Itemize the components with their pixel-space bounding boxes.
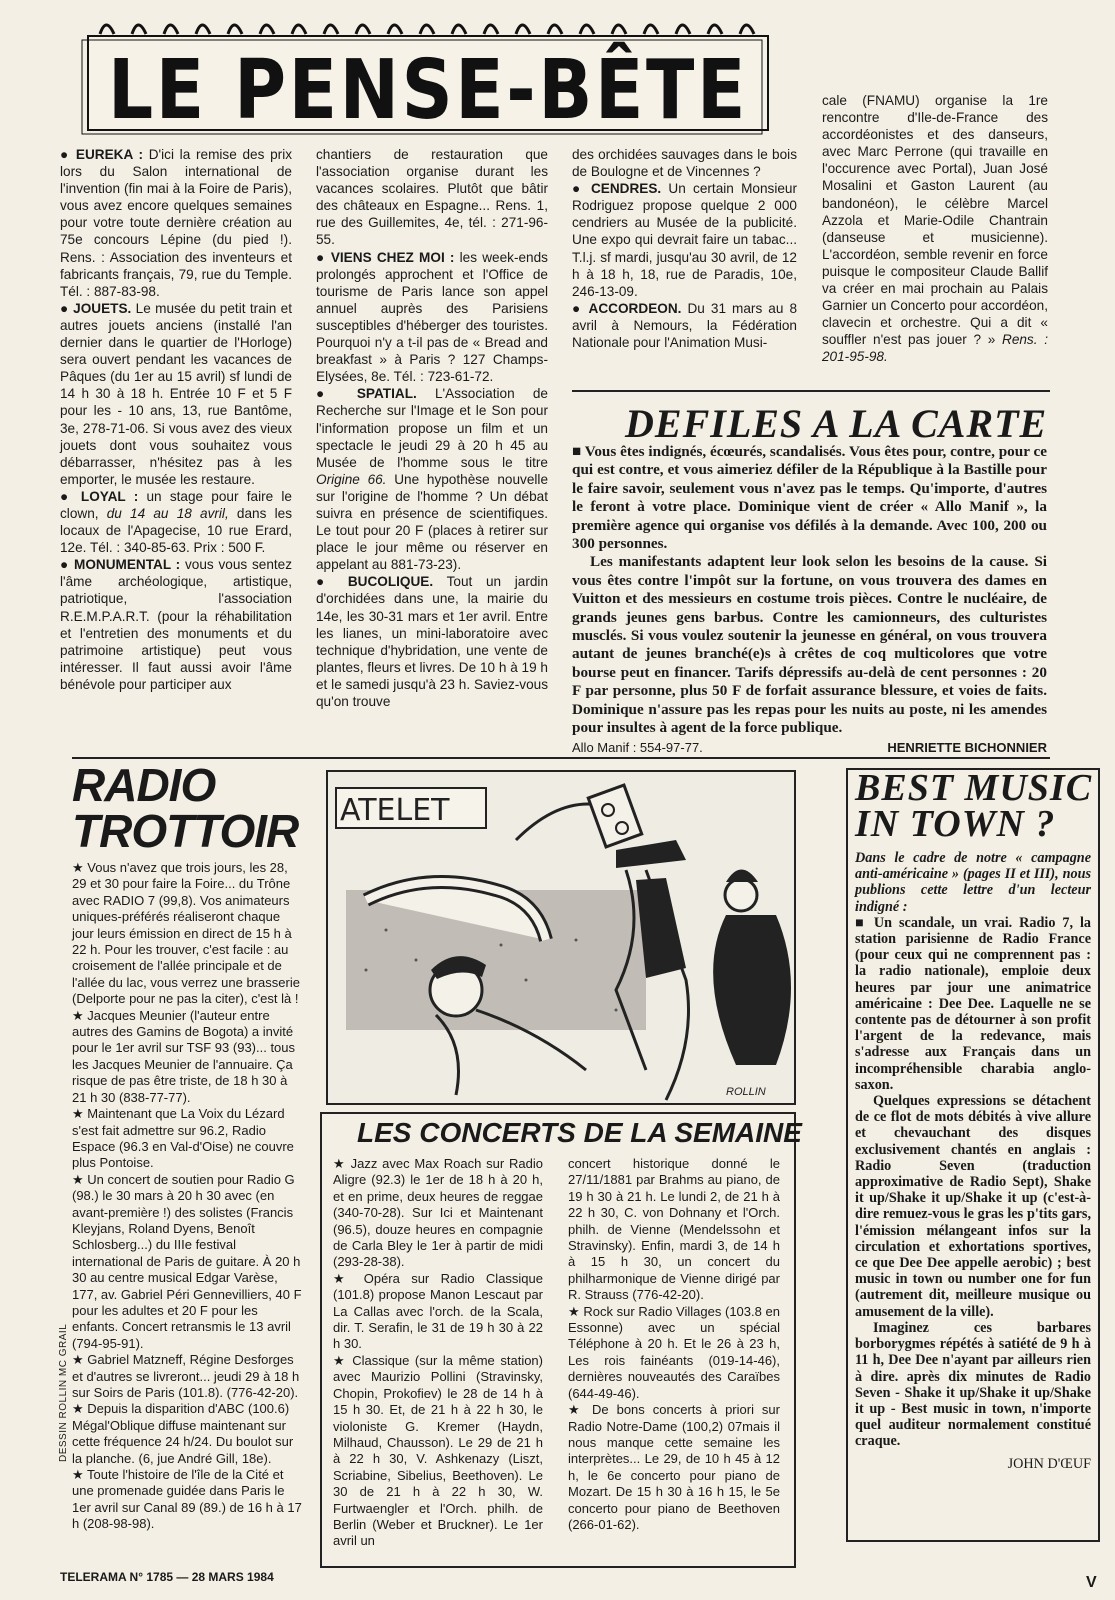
concert-item: ★ Classique (sur la même station) avec Maurizio Pollini (Stravinsky, Chopin, Prokofiev) le 28 de 14 h à 15 h 30. Et, de 21 h à 22 h 30, le violoniste G. Kremer (Haydn, Milhaud, Chausson). Le 29 de 21 h à 22 h 30, V. Ashkenazy (Liszt, Scriabine, Sibelius, Beethoven). Le 30 de 21 h à 22 h 30, W. Furtwaengler et l'Orch. philh. de Berlin (Weber et Bruckner). Le 1er avril un	[333, 1352, 543, 1549]
best-music-title	[855, 767, 1093, 845]
concerts-title: LES CONCERTS DE LA SEMAINE	[357, 1117, 802, 1148]
column-2: chantiers de restauration que l'association organise durant les vacances scolaires. Plutôt que bâtir des châteaux en Espagne... Rens. 1, rue des Guillemites, 4e, tél. : 271-96-55. ● VIENS CHEZ MOI : les week-ends prolongés approchent et l'Office de tourisme de Paris lance son appel annuel auprès des Parisiens susceptibles d'héberger des touristes. Pourquoi n'y a t-il pas de « Bread and breakfast » à Paris ? 127 Champs-Elysées, 8e. Tél. : 723-61-72. ● SPATIAL. L'Association de Recherche sur l'Image et le Son pour l'information propose un film et un spectacle le jeudi 29 à 20 h 45 au Musée de l'homme sous le titre Origine 66. Une hypothèse nouvelle sur l'origine de l'homme ? Un débat suivra en présence de scientifiques. Le tout pour 20 F (places à retirer sur place le jour même ou réserver en appelant au 881-73-23). ● BUCOLIQUE. Tout un jardin d'orchidées dans une, la mairie du 14e, les 30-31 mars et 1er avril. Entre les lianes, un mini-laboratoire avec technique d'hybridation, une vente de plantes, fleurs et livres. De 10 h à 19 h et le samedi jusqu'à 23 h. Saviez-vous qu'on trouve	[316, 147, 549, 709]
best-paragraph: Imaginez ces barbares borborygmes répétés à satiété de 9 h à 11 h, Dee Dee n'ayant par ailleurs rien à dire. après dix minutes de Radio Seven - Shake it up/Shake it up/Shake it up - Best music in town, n'importe quel auditeur normalement constitué craque.	[855, 1319, 1091, 1450]
viens-heading: VIENS CHEZ MOI :	[330, 249, 455, 265]
defiles-contact: Allo Manif : 554-97-77.	[572, 740, 703, 755]
concert-item: ★ De bons concerts à priori sur Radio Notre-Dame (100,2) 07mais il nous manque cette semaine les interprètes... Le 29, de 10 h 45 à 12 h, le 6e concerto pour piano de Mozart. De 15 h 30 à 16 h 15, le 5e concerto pour piano de Beethoven (266-01-62).	[568, 1402, 780, 1532]
bucolique-heading: BUCOLIQUE.	[347, 574, 434, 590]
concerts-column-1	[333, 1156, 543, 1550]
spatial-heading: SPATIAL.	[356, 386, 417, 402]
radio-item: ★ Depuis la disparition d'ABC (100.6) Mégal'Oblique diffuse maintenant sur cette fréquence 24 h/24. Du boulot sur la planche. (6, jue André Gill, 18e).	[72, 1401, 294, 1466]
column-1: ● EUREKA : D'ici la remise des prix lors du Salon international de l'invention (fin mai à la Foire de Paris), vous avez encore quelques semaines pour votre toute dernière création au 75e concours Lépine (du pied !). Rens. : Association des inventeurs et fabricants français, 79, rue du Temple. Tél. : 887-83-98. ● JOUETS. Le musée du petit train et autres jouets anciens (installé l'an dernier dans le quartier de l'Horloge) sera ouvert pendant les vacances de Pâques (du 1er au 15 avril) sf lundi de 14 h 30 à 18 h. Entrée 10 F et 5 F pour les - 10 ans, 13, rue Bantôme, 3e, 278-71-06. Si vous avez des vieux jouets dont vous souhaitez vous débarrasser, n'hésitez pas à les emporter, le musée les restaure. ● LOYAL : un stage pour faire le clown, du 14 au 18 avril, dans les locaux de l'Apagecise, 10 rue Erard, 12e. Tél. : 340-85-63. Prix : 500 F. ● MONUMENTAL : vous vous sentez l'âme archéologique, artistique, patriotique, l'association R.E.M.P.A.R.T. (pour la réhabilitation et l'entretien des monuments et du patrimoine artistique) peut vous intéresser. Il faut aussi avoir l'âme bénévole pour participer aux	[60, 147, 293, 692]
loyal-heading: LOYAL :	[80, 488, 139, 504]
cendres-heading: CENDRES.	[590, 181, 662, 197]
masthead	[60, 6, 795, 146]
jouets-heading: JOUETS.	[73, 300, 132, 316]
jouets-text: Le musée du petit train et autres jouets anciens (installé l'an dernier dans le quartier de l'Horloge) sera ouvert pendant les vacances de Pâques (du 1er au 15 avril) sf lundi de 14 h 30 à 18 h. Entrée 10 F et 5 F pour les - 10 ans, 13, rue Bantôme, 3e, 278-71-06. Si vous avez des vieux jouets dont vous souhaitez vous débarrasser, n'hésitez pas à les emporter, le musée les restaure.	[60, 300, 292, 487]
column-4	[822, 92, 1048, 366]
defiles-paragraph: Les manifestants adaptent leur look selon les besoins de la cause. Si vous êtes contre l'impôt sur la fortune, on vous trouvera des dames en Vuitton et des messieurs en costume trois pièces. Contre le nucléaire, de grands jeunes gens barbus. Contre les camionneurs, des culturistes musclés. Si vous voulez soutenir la jeunesse en général, on vous trouvera autant de jeunes branché(e)s à crêtes de coq multicolores que votre bourse peut en financer. Tarifs dépressifs au-delà de cent personnes : 20 F par personne, plus 50 F de forfait assurance blessure, et voies de faits. Dominique n'assure pas les repas pour les nuits au poste, ni les amendes pour insultes à agent de la force publique.	[572, 553, 1047, 737]
radio-item: ★ Un concert de soutien pour Radio G (98.) le 30 mars à 20 h 30 avec (en avant-première !) des solistes (Francis Kleyjans, Roland Dyens, Benoît Schlosberg...) du IIIe festival international de Paris de guitare. À 20 h 30 au centre musical Edgar Varèse, 177, av. Gabriel Péri Gennevilliers, 40 F pour les adultes et 20 F pour les enfants. Concert retransmis le 13 avril (794-95-91).	[72, 1171, 302, 1351]
concert-item: ★ Jazz avec Max Roach sur Radio Aligre (92.3) le 1er de 18 h à 20 h, et en prime, deux heures de reggae (340-70-28). Sur Ici et Maintenant (96.5), douze heures en compagnie de Carla Bley le 1er à partir de midi (293-28-38).	[333, 1156, 543, 1270]
accordeon-heading: ACCORDEON.	[588, 300, 682, 316]
loyal-text-end: dans les locaux de l'Apagecise, 10 rue Erard, 12e. Tél. : 340-85-63. Prix : 500 F.	[60, 505, 292, 556]
radio-item: ★ Vous n'avez que trois jours, les 28, 29 et 30 pour faire la Foire... du Trône avec RADIO 7 (99,8). Vos animateurs uniques-préférés réaliseront chaque jour leurs émission en direct de 15 h à 22 h. Pour les trouver, c'est facile : au croisement de l'allée principale et de l'allée du lac, vous verrez une brasserie (Delporte pour ne pas la citer), c'est là !	[72, 860, 300, 1007]
col4-rens: Rens. : 201-95-98.	[822, 332, 1048, 365]
best-paragraph: ■ Un scandale, un vrai. Radio 7, la station parisienne de Radio France (pour ceux qui ne comprennent pas : la radio nationale), emploie deux heures par jour une animatrice américaine : Dee Dee. Laquelle ne se contente pas de détourner à son profit l'argent de la redevance, mais s'adresse aux Français dans un incompréhensible charabia anglo-saxon.	[855, 914, 1091, 1093]
radio-title-line: RADIO	[72, 759, 216, 811]
spatial-text-end: Une hypothèse nouvelle sur l'origine de l'homme ? Un débat suivra en présence de scientifiques. Le tout pour 20 F (places à retirer sur place le jour même ou réserver en appelant au 881-73-23).	[316, 471, 549, 573]
defiles-body	[572, 443, 1047, 738]
illustration-signature: ROLLIN	[726, 1086, 766, 1098]
defiles-footer	[572, 740, 1047, 755]
defiles-paragraph: ■ Vous êtes indignés, écœurés, scandalisés. Vous êtes pour, contre, pour ce qui est contre, et vous aimeriez défiler de la République à la Bastille pour le faire savoir, seulement vous n'avez pas le temps. Qu'importe, d'autres le feront à votre place. Dominique vient de créer « Allo Manif », la première agence qui organise vos défilés à la demande. Avec 100, 200 ou 300 personnes.	[572, 443, 1047, 553]
radio-item: ★ Toute l'histoire de l'île de la Cité et une promenade guidée dans Paris le 1er avril sur Canal 89 (89.) de 16 h à 17 h (208-98-98).	[72, 1467, 302, 1532]
eureka-heading: EUREKA :	[75, 147, 144, 162]
masthead-title: LE PENSE-BÊTE	[108, 43, 795, 138]
loyal-text: un stage pour faire le clown,	[60, 488, 292, 521]
divider	[72, 757, 1050, 759]
concert-item: concert historique donné le 27/11/1881 par Brahms au piano, de 19 h 30 à 21 h. Le lundi 2, de 21 h à 22 h 30, C. von Dohnany et l'Orch. philh. de Vienne (Mendelssohn et Stravinsky). Enfin, mardi 3, de 14 h à 15 h 30, un concert du philharmonique de Vienne dirigé par R. Strauss (776-42-20).	[568, 1156, 780, 1303]
concert-item: ★ Opéra sur Radio Classique (101.8) propose Manon Lescaut par La Callas avec l'orch. de la Scala, dir. T. Serafin, le 31 de 19 h 30 à 22 h 30.	[333, 1270, 543, 1352]
defiles-title: DEFILES A LA CARTE	[625, 401, 1048, 446]
page-footer: TELERAMA N° 1785 — 28 MARS 1984	[60, 1570, 274, 1584]
sign-text: ATELET	[340, 793, 450, 828]
radio-item: ★ Jacques Meunier (l'auteur entre autres des Gamins de Bogota) a invité pour le 1er avril sur TSF 93 (93)... tous les Jacques Meunier de l'annuaire. Ça risque de pas être triste, de 18 h 30 à 21 h 30 (838-77-77).	[72, 1007, 296, 1105]
concert-item: ★ Rock sur Radio Villages (103.8 en Essonne) avec un spécial Téléphone à 20 h. Et le 26 à 23 h, Les rois fainéants (019-14-46), dernières nouveautés des Caraïbes (644-49-46).	[568, 1303, 780, 1401]
radio-trottoir-body	[72, 860, 304, 1533]
cendres-text: Un certain Monsieur Rodriguez propose quelque 2 000 cendriers au Musée de la publicité. Une expo qui devrait faire un tabac... T.l.j. sf mardi, jusqu'au 30 avril, de 12 h à 18 h, 18, rue de Paradis, 10e, 246-13-09.	[572, 181, 798, 299]
best-title-line: IN TOWN ?	[855, 803, 1056, 845]
radio-title-line: TROTTOIR	[72, 805, 299, 857]
best-title-line: BEST MUSIC	[855, 767, 1093, 809]
accordeon-text: Du 31 mars au 8 avril à Nemours, la Fédération Nationale pour l'Animation Musi-	[572, 300, 798, 351]
page-number: V	[1086, 1574, 1097, 1591]
col2-continued-text: chantiers de restauration que l'association organise durant les vacances scolaires. Plutôt que bâtir des châteaux en Espagne... Rens. 1, rue des Guillemites, 4e, tél. : 271-96-55.	[316, 147, 548, 248]
column-3: des orchidées sauvages dans le bois de Boulogne et de Vincennes ? ● CENDRES. Un certain Monsieur Rodriguez propose quelque 2 000 cendriers au Musée de la publicité. Une expo qui devrait faire un tabac... T.l.j. sf mardi, jusqu'au 30 avril, de 12 h à 18 h, 18, rue de Paradis, 10e, 246-13-09. ● ACCORDEON. Du 31 mars au 8 avril à Nemours, la Fédération Nationale pour l'Animation Musi-	[572, 147, 798, 351]
divider	[572, 390, 1050, 392]
col3-continued-text: des orchidées sauvages dans le bois de Boulogne et de Vincennes ?	[572, 147, 797, 180]
illustration-credit: DESSIN ROLLIN MC GRAIL	[58, 1323, 69, 1462]
best-intro: Dans le cadre de notre « campagne anti-américaine » (pages II et III), nous publions cette lettre d'un lecteur indigné :	[855, 850, 1091, 915]
viens-text: les week-ends prolongés approchent et l'Office de tourisme de Paris lance son appel annuel auprès des Parisiens susceptibles d'héberger des touristes. Pourquoi n'y a t-il pas de « Bread and breakfast » à Paris ? 127 Champs-Elysées, 8e. Tél. : 723-61-72.	[316, 249, 548, 385]
monumental-text: vous vous sentez l'âme archéologique, artistique, patriotique, l'association R.E.M.P.A.R.T. (pour la réhabilitation et l'entretien des monuments et du patrimoine artistique) peut vous intéresser. Il faut aussi avoir l'âme bénévole pour participer aux	[60, 557, 293, 692]
loyal-dates: du 14 au 18 avril,	[106, 505, 229, 521]
radio-trottoir-title	[72, 759, 299, 857]
spatial-title: Origine 66.	[316, 471, 387, 487]
illustration	[326, 770, 796, 1105]
spatial-text: L'Association de Recherche sur l'Image et le Son pour l'information propose un film et un spectacle le jeudi 29 à 20 h 45 au Musée de l'homme sous le titre	[316, 386, 548, 470]
monumental-heading: MONUMENTAL :	[74, 557, 181, 573]
col4-text: cale (FNAMU) organise la 1re rencontre d'Ile-de-France des accordéonistes et des danseurs, avec Marc Perrone (qui travaille en l'occurence avec Portal), Juan José Mosalini et Gaston Laurent (au bandonéon), le célèbre Marcel Azzola et Marie-Odile Chantrain (danseuse et musicienne). L'accordéon, semble revenir en force puisque le compositeur Claude Ballif va créer en mai prochain au Palais Garnier un Concerto pour accordéon, clavecin et orchestre. Qui a dit « souffler n'est pas jouer ? »	[822, 93, 1048, 348]
best-author: JOHN D'ŒUF	[1007, 1455, 1091, 1472]
eureka-text: D'ici la remise des prix lors du Salon international de l'invention (fin mai à la Foire de Paris), vous avez encore quelques semaines pour votre toute dernière création au 75e concours Lépine (du pied !). Rens. : Association des inventeurs et fabricants français, 79, rue du Temple. Tél. : 887-83-98.	[60, 147, 293, 299]
radio-item: ★ Gabriel Matzneff, Régine Desforges et d'autres se livreront... jeudi 29 à 18 h sur Soirs de Paris (101.8). (776-42-20).	[72, 1352, 300, 1400]
concerts-column-2	[568, 1156, 780, 1533]
best-music-body	[855, 850, 1091, 1472]
bucolique-text: Tout un jardin d'orchidées dans une, la mairie du 14e, les 30-31 mars et 1er avril. Entre les lianes, un mini-laboratoire avec technique d'hybridation, une vente de plantes, fleurs et livres. De 10 h à 19 h et le samedi jusqu'à 23 h. Saviez-vous qu'on trouve	[316, 574, 549, 709]
best-paragraph: Quelques expressions se détachent de ce flot de mots débités à vive allure et chevauchant des disques exclusivement chantés en anglais : Radio Seven (traduction approximative de Radio Sept), Shake it up/Shake it up/Shake it up (c'est-à-dire remuez-vous le gras les p'tits gars, l'émission mélangeant infos sur la circulation et exhortations sportives, ce que Dee Dee appelle aerobic) ; best music in town ou number one for fun (autrement dit, meilleure musique ou amusement de la ville).	[855, 1093, 1091, 1320]
defiles-author: HENRIETTE BICHONNIER	[887, 740, 1047, 755]
radio-item: ★ Maintenant que La Voix du Lézard s'est fait admettre sur 96.2, Radio Espace (96.3 en Val-d'Oise) ne couvre plus Pontoise.	[72, 1106, 294, 1171]
